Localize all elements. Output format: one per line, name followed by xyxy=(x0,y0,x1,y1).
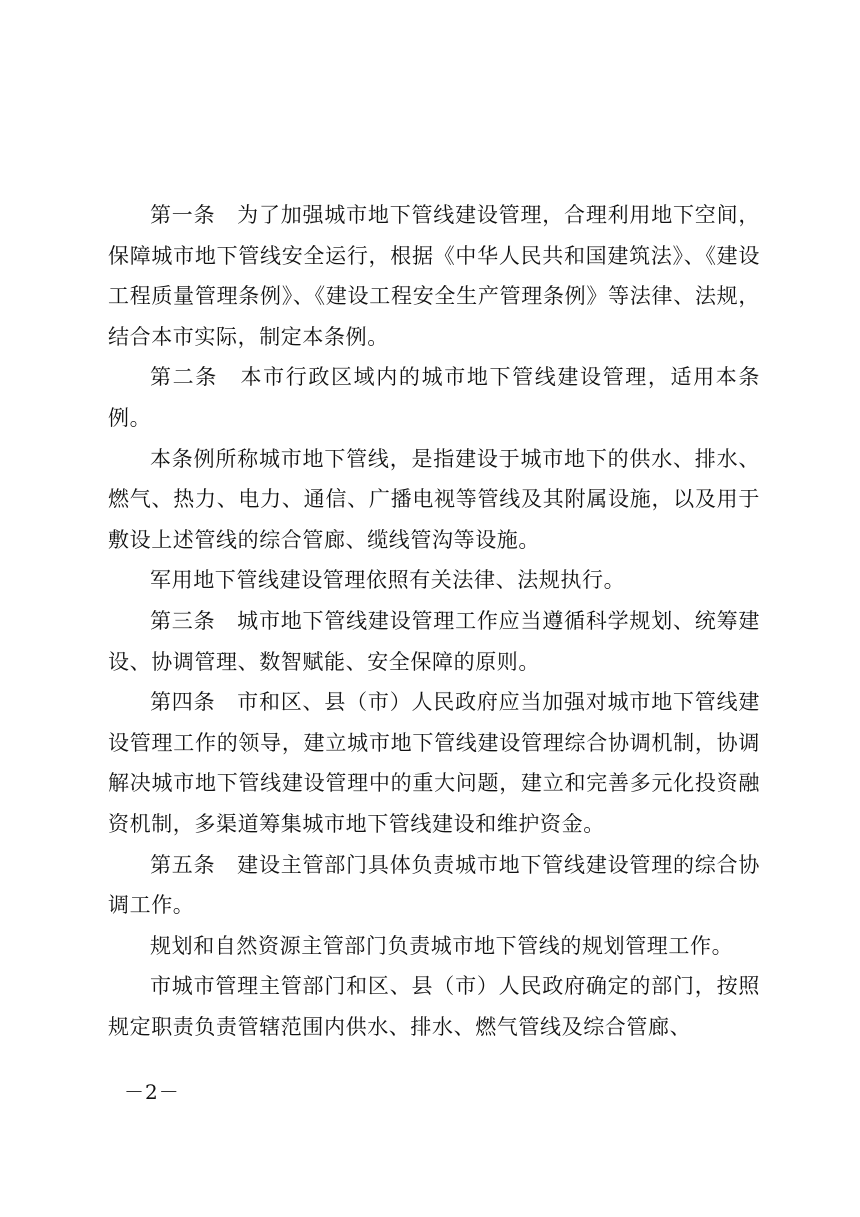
paragraph-article-3: 第三条 城市地下管线建设管理工作应当遵循科学规划、统筹建设、协调管理、数智赋能、安全保障的原则。 xyxy=(108,608,760,674)
document-body xyxy=(108,195,760,1047)
page-number: －2－ xyxy=(124,1080,180,1104)
paragraph-article-1: 第一条 为了加强城市地下管线建设管理，合理利用地下空间，保障城市地下管线安全运行，根据《中华人民共和国建筑法》、《建设工程质量管理条例》、《建设工程安全生产管理条例》等法律、法规，结合本市实际，制定本条例。 xyxy=(108,203,760,349)
paragraph-city-management: 市城市管理主管部门和区、县（市）人民政府确定的部门，按照规定职责负责管辖范围内供水、排水、燃气管线及综合管廊、 xyxy=(108,974,760,1039)
paragraph-planning: 规划和自然资源主管部门负责城市地下管线的规划管理工作。 xyxy=(150,933,734,958)
paragraph-article-4: 第四条 市和区、县（市）人民政府应当加强对城市地下管线建设管理工作的领导，建立城市地下管线建设管理综合协调机制，协调解决城市地下管线建设管理中的重大问题，建立和完善多元化投资融资机制，多渠道筹集城市地下管线建设和维护资金。 xyxy=(108,690,760,836)
paragraph-article-2: 第二条 本市行政区域内的城市地下管线建设管理，适用本条例。 xyxy=(108,365,760,430)
paragraph-military: 军用地下管线建设管理依照有关法律、法规执行。 xyxy=(150,568,626,593)
paragraph-definition: 本条例所称城市地下管线，是指建设于城市地下的供水、排水、燃气、热力、电力、通信、广播电视等管线及其附属设施，以及用于敷设上述管线的综合管廊、缆线管沟等设施。 xyxy=(108,446,760,552)
paragraph-article-5: 第五条 建设主管部门具体负责城市地下管线建设管理的综合协调工作。 xyxy=(108,852,760,918)
